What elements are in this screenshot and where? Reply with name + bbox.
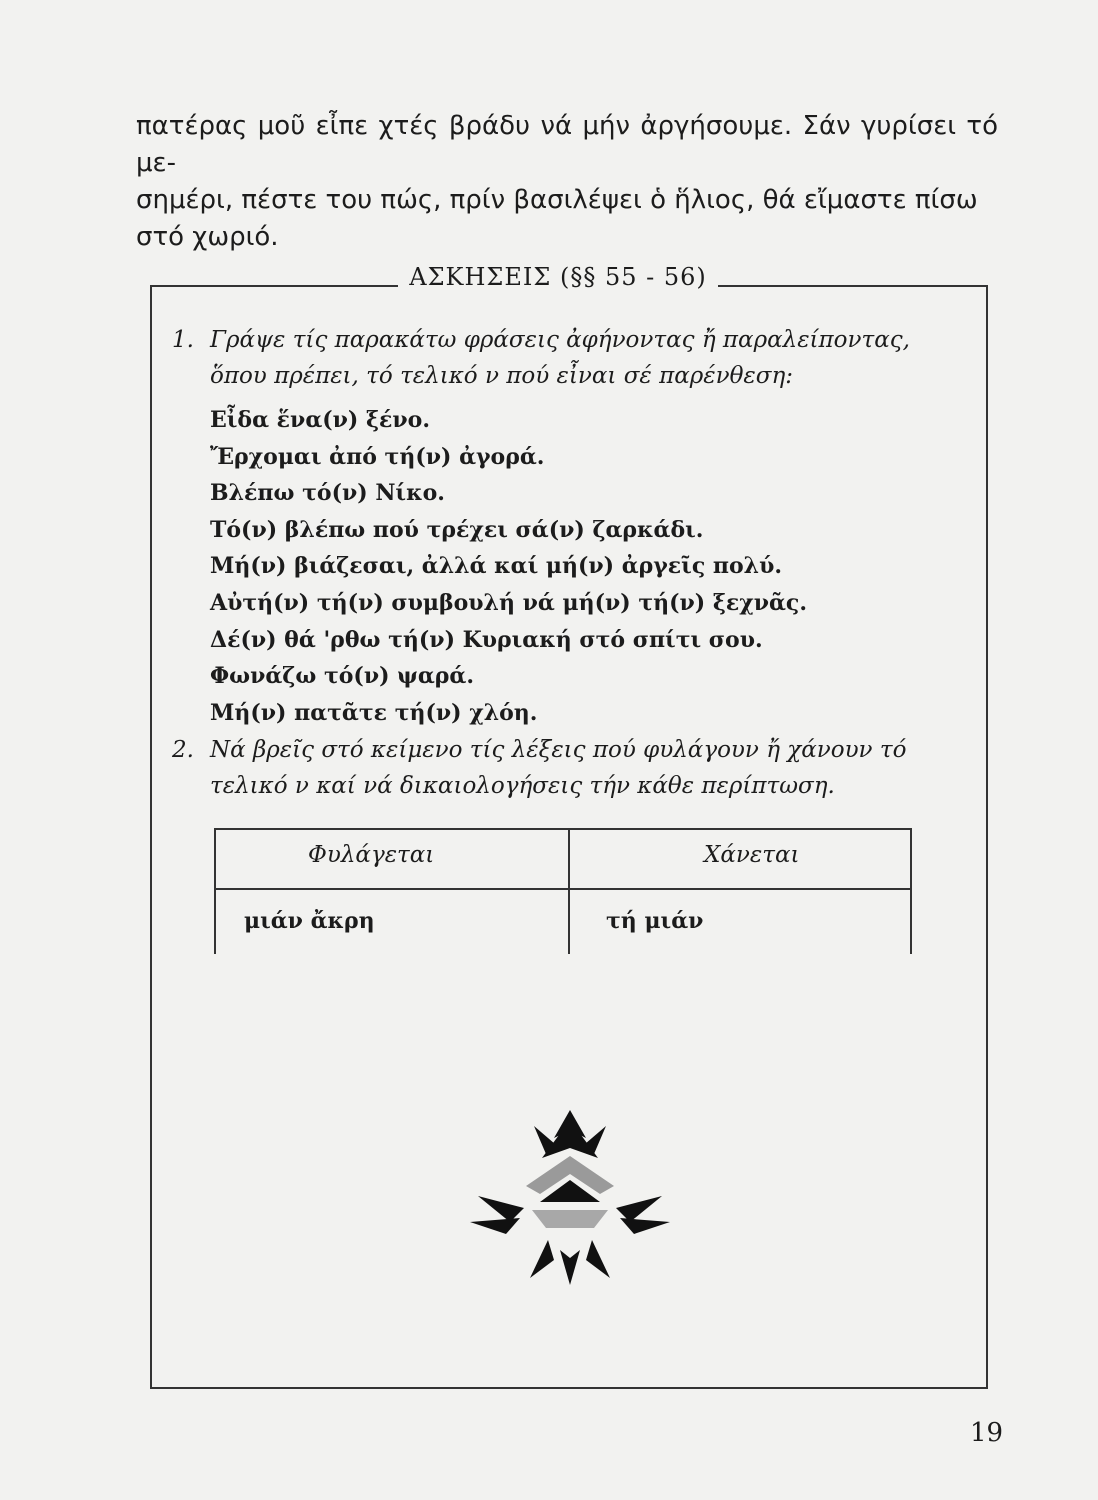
sentence-item: Βλέπω τό(ν) Νίκο. [210,480,445,507]
floral-ornament-icon [470,1110,670,1285]
table-header-kept: Φυλάγεται [308,842,435,868]
intro-paragraph [136,108,998,256]
exercise-1-instruction: 1. Γράψε τίς παρακάτω φράσεις ἀφήνοντας ἤ παραλείποντας, [172,322,972,358]
exercise-2-instruction-cont: τελικό ν καί νά δικαιολογήσεις τήν κάθε περίπτωση. [210,773,835,799]
sentence-item: Ἔρχομαι ἀπό τή(ν) ἀγορά. [210,443,545,470]
exercise-1-instruction-cont: ὅπου πρέπει, τό τελικό ν πού εἶναι σέ παρένθεση: [210,363,793,389]
page-number: 19 [970,1418,1004,1448]
table-divider-horizontal [216,888,910,890]
intro-line: στό χωριό. [136,222,279,252]
table-divider-vertical [568,830,570,954]
sentence-item: Μή(ν) βιάζεσαι, ἀλλά καί μή(ν) ἀργεῖς πολύ. [210,553,783,580]
exercise-1-sentences [210,402,972,731]
table-header-lost: Χάνεται [704,842,800,868]
intro-line: σημέρι, πέστε του πώς, πρίν βασιλέψει ὁ ἥλιος, θά εἴμαστε πίσω [136,185,978,215]
sentence-item: Τό(ν) βλέπω πού τρέχει σά(ν) ζαρκάδι. [210,516,704,543]
table-cell-kept: μιάν ἄκρη [244,908,375,934]
exercise-1-number: 1. [172,327,194,353]
sentence-item: Εἶδα ἕνα(ν) ξένο. [210,407,430,433]
exercise-2-instruction: 2. Νά βρεῖς στό κείμενο τίς λέξεις πού φυλάγουν ἤ χάνουν τό [172,732,972,768]
sentence-item: Φωνάζω τό(ν) ψαρά. [210,663,475,690]
intro-line: πατέρας μοῦ εἶπε χτές βράδυ νά μήν ἀργήσουμε. Σάν γυρίσει τό με- [136,111,998,178]
exercise-1 [172,322,972,731]
sentence-item: Δέ(ν) θά 'ρθω τή(ν) Κυριακή στό σπίτι σου. [210,626,763,653]
exercise-2-number: 2. [172,737,194,763]
exercise-2 [172,732,972,804]
answer-table [214,828,912,954]
sentence-item: Αὐτή(ν) τή(ν) συμβουλή νά μή(ν) τή(ν) ξεχνᾶς. [210,589,807,616]
exercises-title: ΑΣΚΗΣΕΙΣ (§§ 55 - 56) [398,258,718,298]
table-cell-lost: τή μιάν [606,908,704,934]
sentence-item: Μή(ν) πατᾶτε τή(ν) χλόη. [210,699,538,726]
